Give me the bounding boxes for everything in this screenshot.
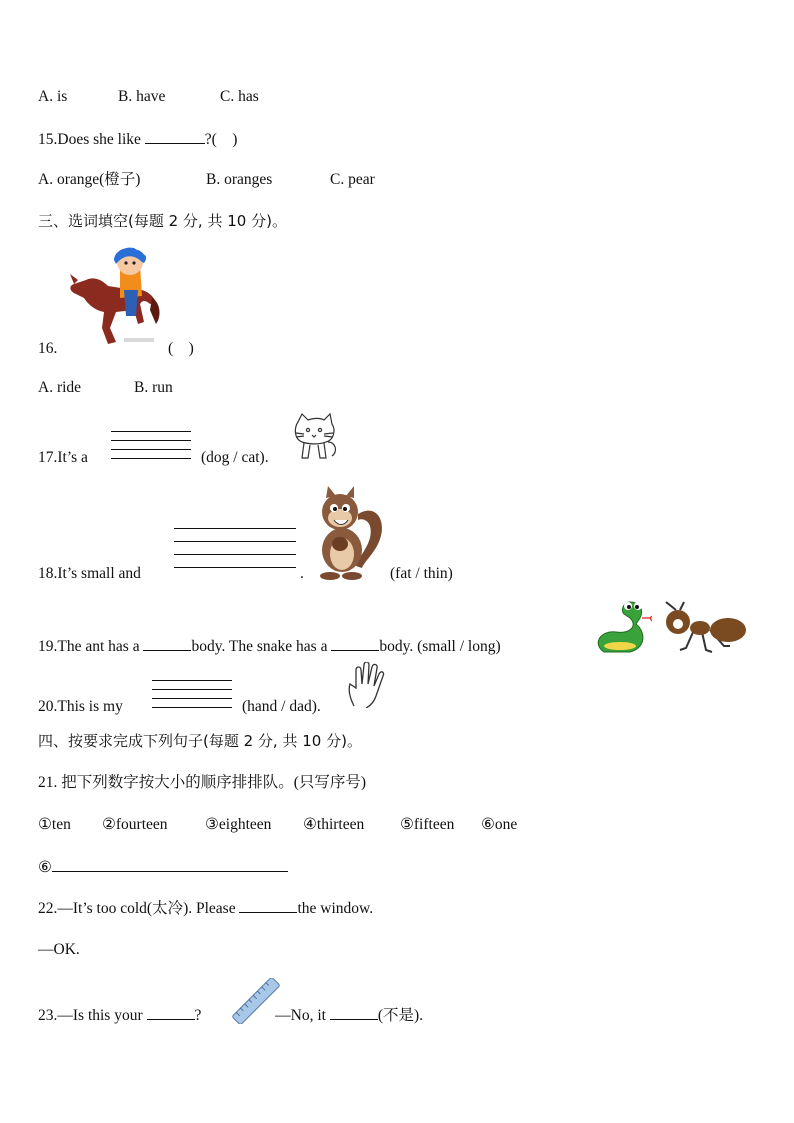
q21-item-5: ⑤fifteen <box>400 816 455 833</box>
q19-part2: body. The snake has a <box>191 638 328 655</box>
q14-option-c: C. has <box>220 88 259 105</box>
q15-stem <box>38 129 237 150</box>
q21-answer-blank[interactable] <box>52 857 288 872</box>
q21-item-2: ②fourteen <box>102 816 168 833</box>
q14-option-a: A. is <box>38 88 68 105</box>
q17-stem <box>38 448 269 468</box>
q15-text: 15.Does she like <box>38 131 141 148</box>
q22-stem <box>38 898 373 919</box>
q23-part1: 23.—Is this your <box>38 1007 143 1024</box>
ruler-icon <box>232 978 280 1024</box>
q23-part3: —No, it <box>275 1007 326 1024</box>
q19-part3: body. (small / long) <box>379 638 501 655</box>
q21-item-4: ④thirteen <box>303 816 365 833</box>
cat-icon <box>290 412 340 462</box>
snake-icon <box>594 596 652 656</box>
q18-prefix: 18.It’s small and <box>38 565 141 582</box>
squirrel-icon <box>312 484 386 580</box>
q16-option-b: B. run <box>134 379 173 396</box>
q21-item-3: ③eighteen <box>205 816 272 833</box>
q23-part4: (不是). <box>377 1007 424 1024</box>
q20-prefix: 20.This is my <box>38 698 123 715</box>
q18-writing-lines[interactable] <box>174 528 296 568</box>
q21-answer <box>38 857 288 878</box>
boy-riding-horse-icon <box>64 246 162 352</box>
q19-blank-1[interactable] <box>143 636 191 651</box>
q19-blank-2[interactable] <box>331 636 379 651</box>
hand-icon <box>346 662 388 708</box>
q15-option-b: B. oranges <box>206 171 273 188</box>
q20-writing-lines[interactable] <box>152 680 232 708</box>
q22-blank[interactable] <box>239 898 297 913</box>
q16-number: 16. <box>38 340 58 357</box>
q18-period: . <box>300 565 304 582</box>
q16-option-a: A. ride <box>38 379 82 396</box>
q20-choices: (hand / dad). <box>242 698 321 715</box>
q17-choices: (dog / cat). <box>201 449 269 466</box>
section4-title: 四、按要求完成下列句子(每题 2 分, 共 10 分)。 <box>38 732 362 750</box>
q15-blank[interactable] <box>145 129 205 144</box>
q17-writing-lines[interactable] <box>111 431 191 459</box>
q15-option-c: C. pear <box>330 171 375 188</box>
q18-choices: (fat / thin) <box>390 565 453 582</box>
q16-stem <box>38 339 194 359</box>
q15-tail: ?( ) <box>204 131 238 148</box>
q14-option-b: B. have <box>118 88 166 105</box>
q21-item-6: ⑥one <box>481 816 518 833</box>
q21-item-1: ①ten <box>38 816 71 833</box>
q23-stem <box>38 1005 423 1026</box>
q23-part2: ? <box>194 1007 202 1024</box>
q22-reply: —OK. <box>38 941 80 958</box>
ant-icon <box>654 600 748 654</box>
q17-prefix: 17.It’s a <box>38 449 88 466</box>
q21-answer-start: ⑥ <box>38 859 52 876</box>
section3-title: 三、选词填空(每题 2 分, 共 10 分)。 <box>38 212 287 230</box>
q22-part1: 22.—It’s too cold(太冷). Please <box>38 900 236 917</box>
q21-stem: 21. 把下列数字按大小的顺序排排队。(只写序号) <box>38 774 367 791</box>
q20-stem <box>38 697 321 717</box>
q18-stem <box>38 564 453 584</box>
q23-blank-1[interactable] <box>147 1005 195 1020</box>
q22-part2: the window. <box>297 900 374 917</box>
q19-part1: 19.The ant has a <box>38 638 140 655</box>
q23-blank-2[interactable] <box>330 1005 378 1020</box>
q16-paren: ( ) <box>168 340 194 357</box>
q15-option-a: A. orange(橙子) <box>38 171 141 188</box>
q19-stem <box>38 636 501 657</box>
